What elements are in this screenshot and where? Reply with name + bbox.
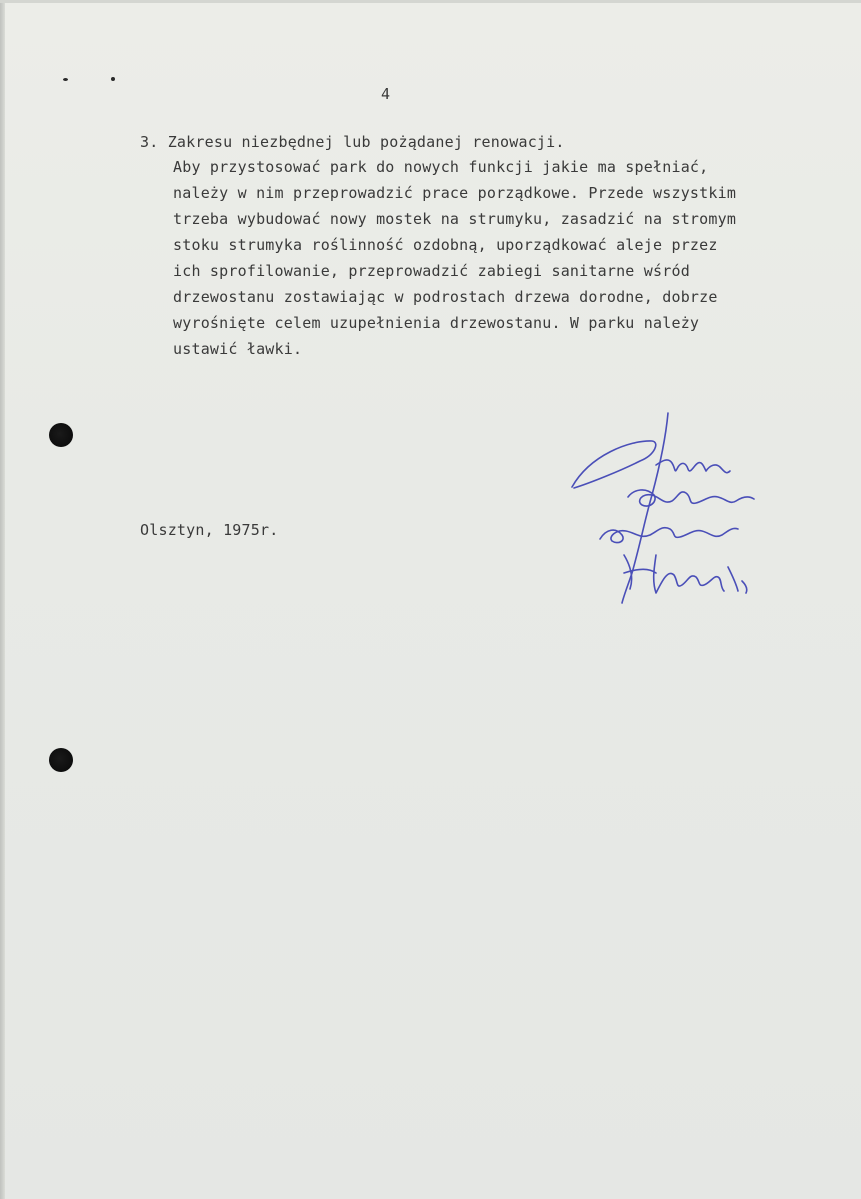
- signature-stroke: [572, 441, 656, 488]
- section-heading: 3. Zakresu niezbędnej lub pożądanej renowacji.: [140, 133, 565, 151]
- ink-speck: [63, 78, 68, 81]
- place-and-date: Olsztyn, 1975r.: [140, 521, 279, 539]
- ink-speck: [111, 77, 115, 81]
- handwritten-signature: [560, 405, 760, 605]
- body-line: należy w nim przeprowadzić prace porządkowe. Przede wszystkim: [173, 184, 737, 202]
- signature-stroke: [628, 490, 754, 506]
- renovation-section: [140, 130, 830, 362]
- paper-left-edge: [0, 0, 5, 1199]
- body-line: wyrośnięte celem uzupełnienia drzewostanu. W parku należy: [173, 314, 700, 332]
- punch-hole-bottom: [49, 748, 73, 772]
- body-line: ustawić ławki.: [173, 340, 303, 358]
- page-number: 4: [381, 85, 391, 103]
- signature-stroke: [600, 528, 738, 543]
- body-line: trzeba wybudować nowy mostek na strumyku, zasadzić na stromym: [173, 210, 737, 228]
- section-body: [173, 154, 830, 362]
- body-line: Aby przystosować park do nowych funkcji jakie ma spełniać,: [173, 158, 709, 176]
- signature-stroke: [624, 555, 747, 593]
- punch-hole-top: [49, 423, 73, 447]
- body-line: ich sprofilowanie, przeprowadzić zabiegi sanitarne wśród: [173, 262, 690, 280]
- paper-top-edge: [0, 0, 861, 3]
- signature-stroke: [656, 460, 730, 473]
- body-line: drzewostanu zostawiając w podrostach drzewa dorodne, dobrze: [173, 288, 718, 306]
- body-line: stoku strumyka roślinność ozdobną, uporządkować aleje przez: [173, 236, 718, 254]
